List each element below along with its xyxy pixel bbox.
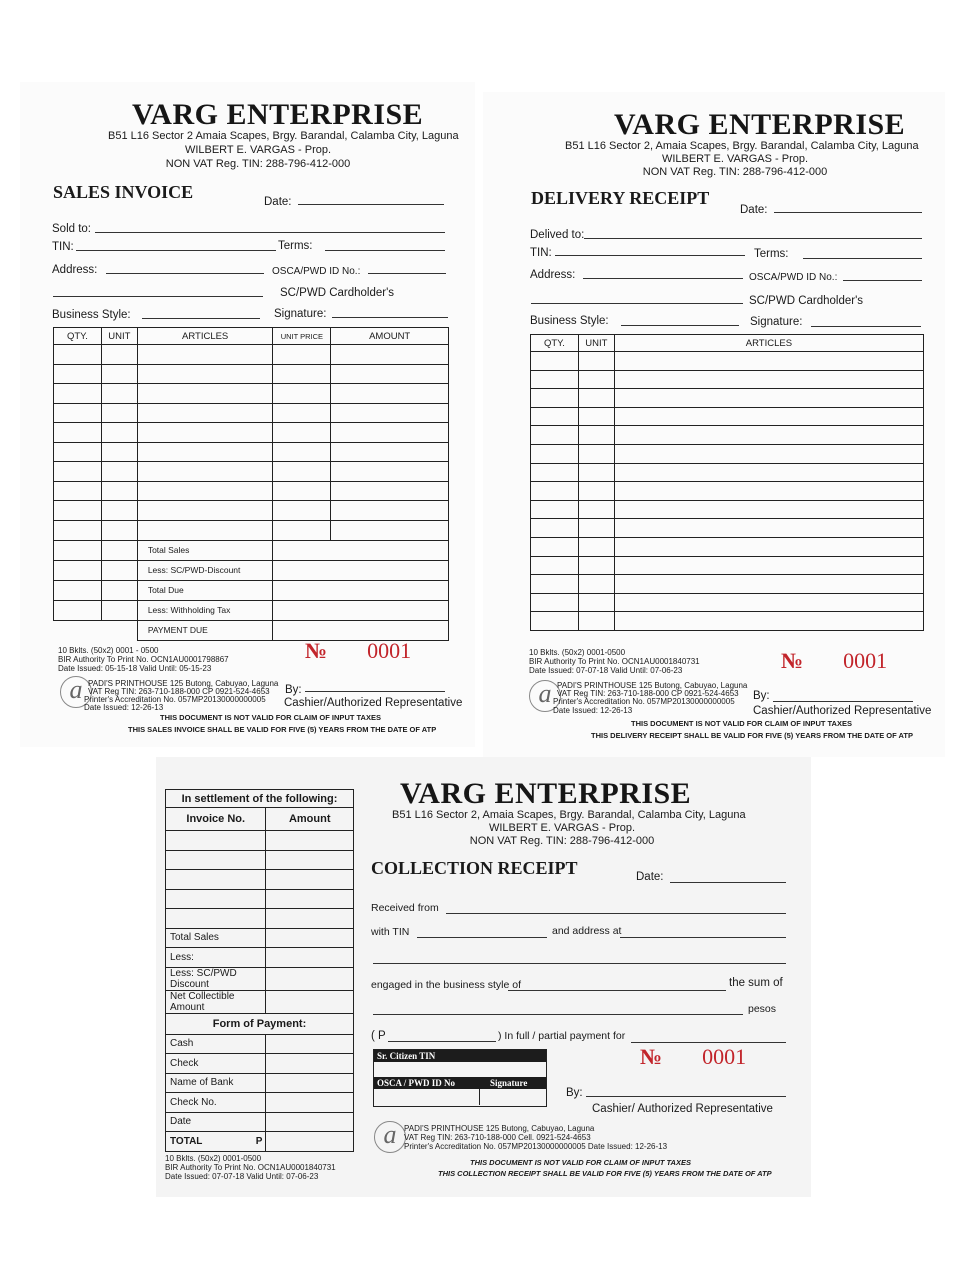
cr-sum-of-label: the sum of (729, 977, 783, 989)
cr-total-value[interactable] (266, 1132, 354, 1152)
table-row[interactable] (531, 444, 924, 463)
si-company-tin: NON VAT Reg. TIN: 288-796-412-000 (165, 158, 351, 170)
cr-date-label: Date: (636, 871, 664, 883)
si-withholding-value[interactable] (273, 600, 449, 620)
cr-total-row-label (166, 1132, 266, 1152)
si-total-row (54, 580, 449, 600)
si-form-title: SALES INVOICE (53, 182, 194, 202)
dr-address-field-2[interactable] (531, 303, 743, 304)
dr-business-style-field[interactable] (621, 325, 739, 326)
cr-osca-field[interactable] (374, 1089, 546, 1105)
dr-company-tin: NON VAT Reg. TIN: 288-796-412-000 (642, 166, 828, 178)
dr-osca-label: OSCA/PWD ID No.: (749, 272, 838, 283)
cr-date-row-label: Date (166, 1112, 266, 1132)
si-by-field[interactable] (305, 691, 445, 692)
table-row[interactable] (531, 389, 924, 408)
table-row[interactable] (54, 364, 449, 384)
dr-print-info-2: BIR Authority To Print No. OCN1AU0001840731 (529, 657, 700, 666)
dr-form-title: DELIVERY RECEIPT (531, 188, 710, 208)
dr-printer-4: Date Issued: 12-26-13 (553, 706, 633, 715)
si-total-sales-label: Total Sales (137, 540, 273, 560)
si-by-label: By: (285, 684, 302, 696)
cr-form-of-payment: Form of Payment: (166, 1013, 354, 1034)
cr-pesos-label: pesos (748, 1003, 777, 1015)
si-total-due-value[interactable] (273, 580, 449, 600)
dr-by-label: By: (753, 690, 770, 702)
table-row[interactable] (54, 384, 449, 404)
si-total-due-label: Total Due (137, 580, 273, 600)
cr-print-info-3: Date Issued: 07-07-18 Valid Until: 07-06-23 (165, 1172, 319, 1181)
cr-check-label: Check (166, 1054, 266, 1074)
table-row[interactable] (54, 403, 449, 423)
cr-osca-row (374, 1077, 546, 1089)
cr-settlement-table (165, 789, 354, 1152)
si-total-row (54, 600, 449, 620)
dr-company-name: VARG ENTERPRISE (614, 108, 906, 141)
table-row[interactable] (166, 831, 354, 851)
si-business-style-label: Business Style: (52, 309, 131, 321)
table-row[interactable] (166, 870, 354, 890)
si-discount-value[interactable] (273, 560, 449, 580)
dr-printer-2: VAT Reg TIN: 263-710-188-000 CP 0921-524-4653 (557, 689, 739, 698)
si-signature-label: Signature: (274, 308, 327, 320)
table-row[interactable] (531, 612, 924, 631)
table-row[interactable] (531, 575, 924, 594)
dr-col-qty: QTY. (531, 335, 579, 352)
cr-check-no-value[interactable] (266, 1093, 354, 1113)
dr-delivered-to-field[interactable] (584, 238, 922, 239)
dr-signature-label: Signature: (750, 316, 803, 328)
table-row[interactable] (54, 520, 449, 540)
dr-address-field[interactable] (583, 278, 743, 279)
dr-company-prop: WILBERT E. VARGAS - Prop. (661, 153, 809, 165)
cr-net-value[interactable] (266, 990, 354, 1013)
si-print-info-2: BIR Authority To Print No. OCN1AU0001798867 (58, 655, 229, 664)
table-row[interactable] (531, 463, 924, 482)
cr-disclaimer-1: THIS DOCUMENT IS NOT VALID FOR CLAIM OF INPUT TAXES (470, 1158, 691, 1167)
cr-payment-for-label: ) In full / partial payment for (498, 1030, 626, 1042)
si-terms-field[interactable] (325, 250, 445, 251)
si-terms-label: Terms: (278, 240, 313, 252)
cr-total-sales-value[interactable] (266, 928, 354, 948)
table-row[interactable] (531, 352, 924, 371)
dr-col-articles: ARTICLES (614, 335, 923, 352)
dr-cashier-label: Cashier/Authorized Representative (753, 705, 932, 717)
cr-company-tin: NON VAT Reg. TIN: 288-796-412-000 (469, 835, 655, 847)
table-row[interactable] (54, 442, 449, 462)
table-row[interactable] (531, 407, 924, 426)
table-row[interactable] (531, 370, 924, 389)
si-cardholder-label: SC/PWD Cardholder's (280, 287, 395, 299)
si-address-field[interactable] (106, 273, 264, 274)
cr-signature-label: Signature (490, 1078, 528, 1088)
si-disclaimer-2: THIS SALES INVOICE SHALL BE VALID FOR FIVE (5) YEARS FROM THE DATE OF ATP (128, 725, 437, 734)
si-osca-field[interactable] (368, 273, 446, 274)
table-row[interactable] (54, 501, 449, 521)
cr-business-style-field[interactable] (508, 990, 726, 991)
cr-received-from-label: Received from (371, 902, 439, 914)
si-tin-label: TIN: (52, 241, 74, 253)
dr-business-style-label: Business Style: (530, 315, 609, 327)
dr-print-info-1: 10 Bklts. (50x2) 0001-0500 (529, 648, 626, 657)
cr-discount-value[interactable] (266, 967, 354, 990)
printer-logo-icon: a (529, 680, 561, 712)
table-row[interactable] (54, 423, 449, 443)
table-row[interactable] (54, 481, 449, 501)
cr-check-value[interactable] (266, 1054, 354, 1074)
cr-number-symbol: № (640, 1044, 663, 1069)
cr-less-label: Less: (166, 948, 266, 968)
delivery-receipt-form (483, 92, 945, 757)
cr-sr-citizen-tin-label: Sr. Citizen TIN (374, 1050, 546, 1062)
cr-with-tin-field[interactable] (417, 937, 547, 938)
si-payment-due-value[interactable] (273, 620, 449, 640)
si-number-value: 0001 (367, 638, 412, 663)
table-row[interactable] (531, 482, 924, 501)
table-row[interactable] (531, 556, 924, 575)
table-row[interactable] (531, 537, 924, 556)
dr-tin-label: TIN: (530, 247, 552, 259)
cr-payment-for-field[interactable] (631, 1042, 786, 1043)
cr-receipt-number (640, 1044, 746, 1070)
dr-tin-field[interactable] (555, 255, 745, 256)
si-col-articles: ARTICLES (137, 328, 273, 345)
dr-printer-3: Printer's Accreditation No. 057MP20130000000005 (553, 697, 735, 706)
si-print-info-1: 10 Bklts. (50x2) 0001 - 0500 (58, 646, 159, 655)
cr-by-label: By: (566, 1087, 583, 1099)
table-row[interactable] (166, 889, 354, 909)
cr-total-label: TOTAL (170, 1135, 203, 1147)
cr-address-field-2[interactable] (373, 963, 786, 964)
cr-senior-box (373, 1049, 547, 1107)
si-address-field-2[interactable] (53, 296, 263, 297)
table-row[interactable] (166, 850, 354, 870)
table-row[interactable] (531, 500, 924, 519)
cr-print-info-2: BIR Authority To Print No. OCN1AU0001840731 (165, 1163, 336, 1172)
dr-number-symbol: № (781, 648, 804, 673)
cr-less-value[interactable] (266, 948, 354, 968)
si-printer-3: Printer's Accreditation No. 057MP20130000000005 (84, 695, 266, 704)
sales-invoice-form (20, 82, 475, 747)
si-total-row (54, 620, 449, 640)
cr-date-field[interactable] (670, 882, 786, 883)
dr-delivered-to-label: Delived to: (530, 229, 585, 241)
si-printer-2: VAT Reg TIN: 263-710-188-000 CP 0921-524-4653 (88, 687, 270, 696)
cr-cash-label: Cash (166, 1034, 266, 1054)
si-payment-due-label: PAYMENT DUE (137, 620, 273, 640)
si-sold-to-label: Sold to: (52, 223, 91, 235)
cr-discount-label: Less: SC/PWD Discount (166, 967, 266, 990)
cr-number-value: 0001 (702, 1044, 747, 1069)
dr-print-info-3: Date Issued: 07-07-18 Valid Until: 07-06-23 (529, 666, 683, 675)
dr-printer-1: PADI'S PRINTHOUSE 125 Butong, Cabuyao, Laguna (557, 681, 748, 690)
cr-disclaimer-2: THIS COLLECTION RECEIPT SHALL BE VALID FOR FIVE (5) YEARS FROM THE DATE OF ATP (438, 1169, 772, 1178)
cr-with-tin-label: with TIN (371, 926, 410, 938)
si-date-label: Date: (264, 196, 292, 208)
si-col-amount: AMOUNT (331, 328, 449, 345)
dr-cardholder-label: SC/PWD Cardholder's (749, 295, 864, 307)
dr-address-label: Address: (530, 269, 576, 281)
si-business-style-field[interactable] (142, 318, 260, 319)
si-print-info-3: Date Issued: 05-15-18 Valid Until: 05-15-23 (58, 664, 212, 673)
si-number-symbol: № (305, 638, 328, 663)
si-tin-field[interactable] (76, 250, 276, 251)
cr-address-field[interactable] (620, 937, 786, 938)
si-total-row (54, 560, 449, 580)
cr-printer-3: Printer's Accreditation No. 057MP20130000000005 Date Issued: 12-26-13 (404, 1142, 668, 1151)
dr-date-field[interactable] (774, 212, 922, 213)
si-printer-1: PADI'S PRINTHOUSE 125 Butong, Cabuyao, Laguna (88, 679, 279, 688)
cr-sum-field[interactable] (373, 1014, 743, 1015)
cr-form-title: COLLECTION RECEIPT (371, 858, 578, 878)
cr-address-label: and address at (552, 925, 622, 937)
table-row[interactable] (166, 909, 354, 929)
si-company-name: VARG ENTERPRISE (132, 98, 424, 131)
table-row[interactable] (531, 593, 924, 612)
cr-cash-value[interactable] (266, 1034, 354, 1054)
cr-bank-label: Name of Bank (166, 1073, 266, 1093)
cr-printer-1: PADI'S PRINTHOUSE 125 Butong, Cabuyao, Laguna (404, 1124, 595, 1133)
cr-received-from-field[interactable] (446, 913, 786, 914)
cr-bank-value[interactable] (266, 1073, 354, 1093)
printer-logo-icon: a (60, 676, 92, 708)
si-signature-field[interactable] (332, 317, 448, 318)
si-col-qty: QTY. (54, 328, 102, 345)
dr-col-unit: UNIT (578, 335, 614, 352)
dr-signature-field[interactable] (811, 326, 921, 327)
cr-sr-citizen-tin-field[interactable] (374, 1062, 546, 1077)
si-address-label: Address: (52, 264, 98, 276)
dr-by-field[interactable] (773, 701, 913, 702)
table-row[interactable] (54, 345, 449, 365)
si-discount-label: Less: SC/PWD-Discount (137, 560, 273, 580)
si-date-field[interactable] (298, 204, 444, 205)
dr-disclaimer-1: THIS DOCUMENT IS NOT VALID FOR CLAIM OF INPUT TAXES (631, 719, 852, 728)
si-total-sales-value[interactable] (273, 540, 449, 560)
collection-receipt-form (156, 757, 811, 1197)
printer-logo-icon: a (374, 1121, 406, 1153)
dr-articles-table (530, 334, 924, 631)
dr-date-label: Date: (740, 204, 768, 216)
dr-receipt-number (781, 648, 887, 674)
si-company-prop: WILBERT E. VARGAS - Prop. (184, 144, 332, 156)
cr-peso-sign: P (255, 1135, 263, 1147)
si-articles-table (53, 327, 449, 641)
cr-col-invoice: Invoice No. (166, 808, 266, 831)
si-withholding-label: Less: Withholding Tax (137, 600, 273, 620)
cr-col-amount: Amount (266, 808, 354, 831)
dr-terms-field[interactable] (803, 258, 922, 259)
si-printer-4: Date Issued: 12-26-13 (84, 703, 164, 712)
cr-p-label: ( P (371, 1030, 386, 1042)
cr-total-sales-label: Total Sales (166, 928, 266, 948)
si-company-address: B51 L16 Sector 2 Amaia Scapes, Brgy. Barandal, Calamba City, Laguna (108, 130, 459, 142)
cr-engaged-label: engaged in the business style of (371, 979, 522, 991)
si-col-unit-price: UNIT PRICE (273, 328, 331, 345)
cr-date-row-value[interactable] (266, 1112, 354, 1132)
dr-osca-field[interactable] (843, 280, 922, 281)
si-receipt-number (305, 638, 411, 664)
table-row[interactable] (54, 462, 449, 482)
cr-by-field[interactable] (586, 1096, 786, 1097)
si-col-unit: UNIT (101, 328, 137, 345)
cr-print-info-1: 10 Bklts. (50x2) 0001-0500 (165, 1154, 262, 1163)
cr-p-amount-field[interactable] (388, 1041, 496, 1042)
si-cashier-label: Cashier/Authorized Representative (284, 697, 463, 709)
cr-check-no-label: Check No. (166, 1093, 266, 1113)
cr-company-prop: WILBERT E. VARGAS - Prop. (488, 822, 636, 834)
table-row[interactable] (531, 426, 924, 445)
si-total-row (54, 540, 449, 560)
table-row[interactable] (531, 519, 924, 538)
si-disclaimer-1: THIS DOCUMENT IS NOT VALID FOR CLAIM OF INPUT TAXES (160, 713, 381, 722)
si-osca-label: OSCA/PWD ID No.: (272, 266, 361, 277)
cr-cashier-label: Cashier/ Authorized Representative (592, 1103, 773, 1115)
cr-net-label: Net Collectible Amount (166, 990, 266, 1013)
cr-printer-2: VAT Reg TIN: 263-710-188-000 Cell. 0921-524-4653 (404, 1133, 591, 1142)
cr-company-name: VARG ENTERPRISE (400, 777, 692, 810)
cr-company-address: B51 L16 Sector 2, Amaia Scapes, Brgy. Barandal, Calamba City, Laguna (392, 809, 746, 821)
cr-settlement-header: In settlement of the following: (166, 790, 354, 808)
dr-number-value: 0001 (843, 648, 888, 673)
cr-osca-label: OSCA / PWD ID No (377, 1078, 456, 1088)
dr-terms-label: Terms: (754, 248, 789, 260)
dr-disclaimer-2: THIS DELIVERY RECEIPT SHALL BE VALID FOR FIVE (5) YEARS FROM THE DATE OF ATP (591, 731, 913, 740)
si-sold-to-field[interactable] (95, 232, 445, 233)
dr-company-address: B51 L16 Sector 2, Amaia Scapes, Brgy. Barandal, Calamba City, Laguna (565, 140, 919, 152)
